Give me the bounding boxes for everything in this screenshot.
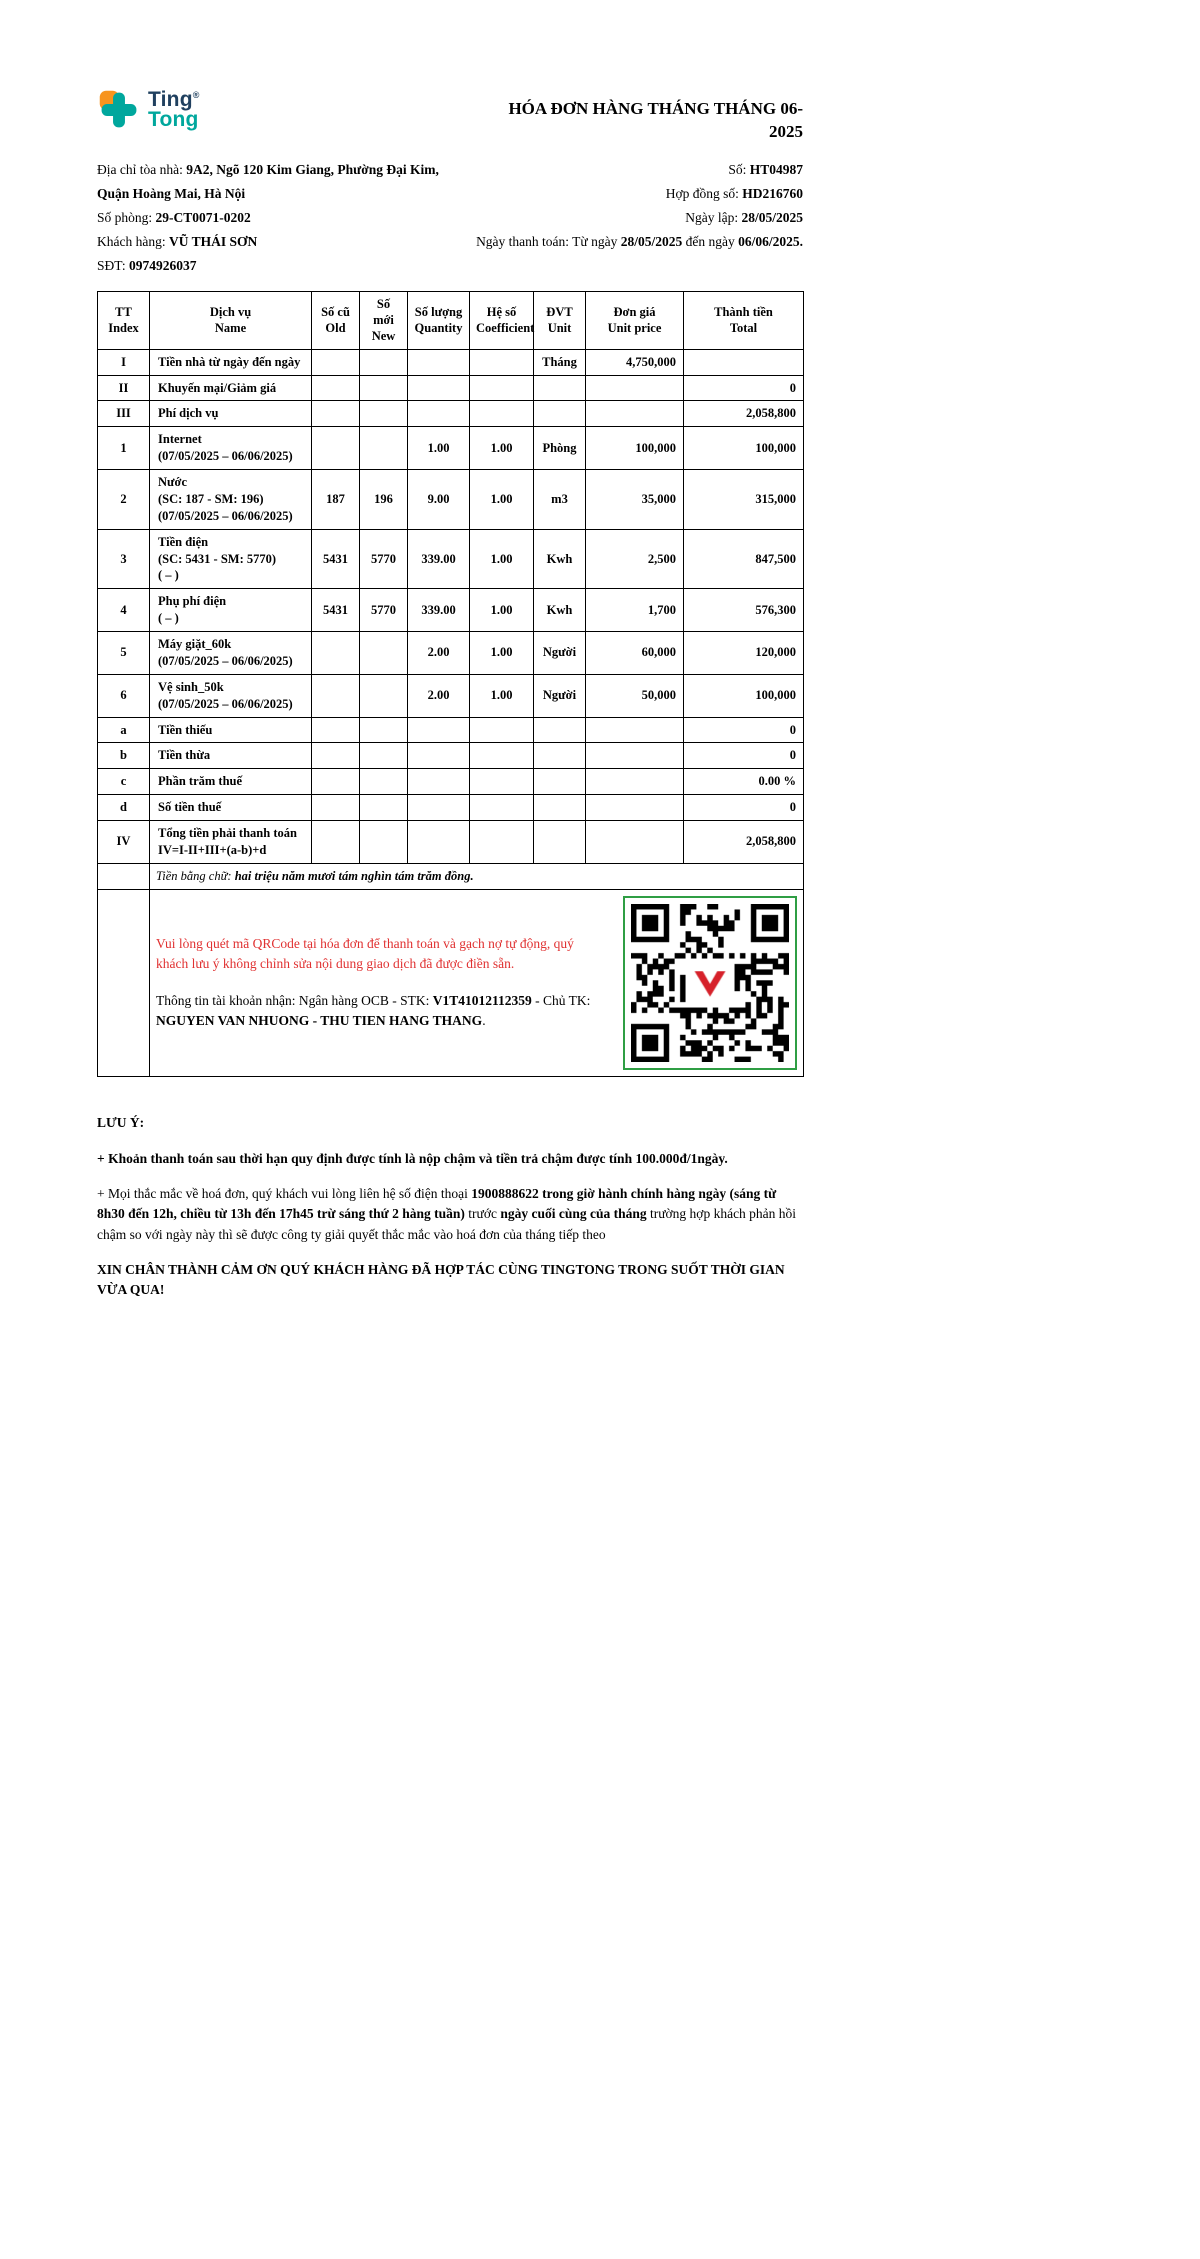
column-header: Hệ số Coefficient — [470, 291, 534, 349]
amount-in-words-row — [98, 863, 804, 889]
footer-thank-you-note: XIN CHÂN THÀNH CẢM ƠN QUÝ KHÁCH HÀNG ĐÃ HỢP TÁC CÙNG TINGTONG TRONG SUỐT THỜI GIAN VỪA QUA! — [97, 1261, 785, 1298]
cell-price — [586, 401, 684, 427]
tingtong-logo-text — [148, 90, 200, 130]
cell-coef: 1.00 — [470, 427, 534, 470]
qr-payment-note: Vui lòng quét mã QRCode tại hóa đơn để thanh toán và gạch nợ tự động, quý khách lưu ý không chỉnh sửa nội dung giao dịch đã được điền sẵn. — [156, 936, 574, 972]
cell-old — [312, 743, 360, 769]
cell-price: 1,700 — [586, 589, 684, 632]
cell-total: 0 — [684, 795, 804, 821]
cell-new — [360, 674, 408, 717]
invoice-topbar — [97, 88, 803, 144]
invoice-table-head-row — [98, 291, 804, 349]
issue-date-line: Ngày lập: 28/05/2025 — [685, 209, 803, 225]
cell-old — [312, 401, 360, 427]
invoice-row — [98, 349, 804, 375]
cell-qty: 339.00 — [408, 529, 470, 589]
cell-new: 196 — [360, 470, 408, 530]
cell-tt: 4 — [98, 589, 150, 632]
cell-old: 187 — [312, 470, 360, 530]
cell-old — [312, 769, 360, 795]
cell-tt: 3 — [98, 529, 150, 589]
cell-new — [360, 717, 408, 743]
column-header: Số cũ Old — [312, 291, 360, 349]
cell-new — [360, 795, 408, 821]
column-header: Thành tiền Total — [684, 291, 804, 349]
tingtong-logo — [97, 88, 200, 132]
cell-qty — [408, 349, 470, 375]
cell-tt: I — [98, 349, 150, 375]
column-header: Số lượng Quantity — [408, 291, 470, 349]
column-header: Số mới New — [360, 291, 408, 349]
cell-coef — [470, 821, 534, 864]
cell-name: Tiền nhà từ ngày đến ngày — [150, 349, 312, 375]
cell-unit: Kwh — [534, 589, 586, 632]
invoice-footer — [97, 1113, 803, 1301]
cell-old — [312, 349, 360, 375]
cell-unit: Người — [534, 632, 586, 675]
qr-section-cell — [150, 889, 804, 1076]
cell-tt: III — [98, 401, 150, 427]
amount-in-words-value: hai triệu năm mươi tám nghìn tám trăm đồng. — [234, 868, 474, 883]
cell-price — [586, 743, 684, 769]
invoice-content — [97, 88, 803, 1315]
cell-new — [360, 821, 408, 864]
cell-tt: 1 — [98, 427, 150, 470]
invoice-row — [98, 821, 804, 864]
cell-qty — [408, 795, 470, 821]
cell-price — [586, 717, 684, 743]
cell-name: Phần trăm thuế — [150, 769, 312, 795]
cell-qty: 2.00 — [408, 674, 470, 717]
cell-old — [312, 632, 360, 675]
cell-new — [360, 349, 408, 375]
column-header: ĐVT Unit — [534, 291, 586, 349]
column-header: TT Index — [98, 291, 150, 349]
cell-coef: 1.00 — [470, 589, 534, 632]
cell-total: 315,000 — [684, 470, 804, 530]
cell-total: 0 — [684, 743, 804, 769]
cell-coef — [470, 375, 534, 401]
cell-tt: d — [98, 795, 150, 821]
cell-qty — [408, 375, 470, 401]
cell-price: 60,000 — [586, 632, 684, 675]
cell-coef: 1.00 — [470, 470, 534, 530]
cell-new: 5770 — [360, 589, 408, 632]
invoice-row — [98, 674, 804, 717]
cell-total: 100,000 — [684, 427, 804, 470]
cell-tt: IV — [98, 821, 150, 864]
cell-qty — [408, 769, 470, 795]
cell-empty — [98, 889, 150, 1076]
cell-price — [586, 795, 684, 821]
cell-total: 2,058,800 — [684, 821, 804, 864]
cell-coef — [470, 349, 534, 375]
cell-tt: a — [98, 717, 150, 743]
cell-unit — [534, 743, 586, 769]
cell-unit — [534, 717, 586, 743]
cell-unit — [534, 795, 586, 821]
invoice-table-special-rows — [98, 863, 804, 1076]
invoice-table — [97, 291, 804, 1077]
cell-price: 4,750,000 — [586, 349, 684, 375]
cell-old: 5431 — [312, 589, 360, 632]
qr-section-texts — [156, 934, 605, 1031]
cell-unit: Kwh — [534, 529, 586, 589]
footer-hotline-note: + Mọi thắc mắc về hoá đơn, quý khách vui lòng liên hệ số điện thoại 1900888622 trong giờ hành chính hàng ngày (sáng từ 8h30 đến 12h, chiều từ 13h đến 17h45 trừ sáng thứ 2 hàng tuần) trước ngày cuối cùng của tháng trường hợp khách phản hồi chậm so với ngày này thì sẽ được công ty giải quyết thắc mắc vào hoá đơn của tháng tiếp theo — [97, 1186, 797, 1242]
cell-empty — [98, 863, 150, 889]
cell-coef — [470, 769, 534, 795]
cell-old — [312, 427, 360, 470]
invoice-row — [98, 743, 804, 769]
cell-price — [586, 375, 684, 401]
cell-tt: 6 — [98, 674, 150, 717]
qr-code-frame — [623, 896, 797, 1070]
cell-price: 35,000 — [586, 470, 684, 530]
cell-unit: Tháng — [534, 349, 586, 375]
cell-old — [312, 795, 360, 821]
cell-qty — [408, 821, 470, 864]
cell-total: 100,000 — [684, 674, 804, 717]
cell-new: 5770 — [360, 529, 408, 589]
cell-new — [360, 375, 408, 401]
cell-name: Tiền thừa — [150, 743, 312, 769]
cell-qty — [408, 717, 470, 743]
contract-number-line: Hợp đồng số: HD216760 — [665, 185, 803, 201]
logo-word-ting: Ting — [148, 88, 193, 112]
cell-total: 120,000 — [684, 632, 804, 675]
cell-name: Khuyến mại/Giảm giá — [150, 375, 312, 401]
cell-tt: II — [98, 375, 150, 401]
cell-name: Phụ phí điện ( – ) — [150, 589, 312, 632]
cell-unit — [534, 401, 586, 427]
invoice-row — [98, 717, 804, 743]
invoice-row — [98, 529, 804, 589]
cell-total — [684, 349, 804, 375]
cell-total: 2,058,800 — [684, 401, 804, 427]
cell-price — [586, 769, 684, 795]
cell-new — [360, 632, 408, 675]
cell-new — [360, 427, 408, 470]
cell-new — [360, 743, 408, 769]
customer-name-line: Khách hàng: VŨ THÁI SƠN — [97, 233, 258, 249]
invoice-number-line: Số: HT04987 — [728, 161, 803, 177]
building-address-line: Địa chỉ tòa nhà: 9A2, Ngõ 120 Kim Giang, Phường Đại Kim, Quận Hoàng Mai, Hà Nội — [97, 161, 439, 201]
footer-late-payment-note: + Khoản thanh toán sau thời hạn quy định được tính là nộp chậm và tiền trả chậm được tính 100.000đ/1ngày. — [97, 1150, 728, 1166]
cell-tt: c — [98, 769, 150, 795]
payment-period-line: Ngày thanh toán: Từ ngày 28/05/2025 đến ngày 06/06/2025. — [476, 233, 803, 249]
cell-tt: b — [98, 743, 150, 769]
cell-name: Số tiền thuế — [150, 795, 312, 821]
amount-in-words-cell — [150, 863, 804, 889]
cell-price: 100,000 — [586, 427, 684, 470]
cell-coef: 1.00 — [470, 674, 534, 717]
cell-old — [312, 821, 360, 864]
cell-name: Phí dịch vụ — [150, 401, 312, 427]
cell-new — [360, 401, 408, 427]
cell-name: Internet (07/05/2025 – 06/06/2025) — [150, 427, 312, 470]
cell-coef — [470, 743, 534, 769]
invoice-row — [98, 795, 804, 821]
cell-name: Tiền thiếu — [150, 717, 312, 743]
invoice-info-left — [97, 158, 449, 278]
cell-old: 5431 — [312, 529, 360, 589]
cell-qty: 339.00 — [408, 589, 470, 632]
cell-old — [312, 674, 360, 717]
cell-old — [312, 375, 360, 401]
amount-in-words-label: Tiền bằng chữ: — [156, 868, 235, 883]
cell-unit — [534, 769, 586, 795]
cell-qty — [408, 401, 470, 427]
cell-unit: Phòng — [534, 427, 586, 470]
cell-price: 50,000 — [586, 674, 684, 717]
tingtong-logo-icon — [97, 88, 141, 132]
invoice-row — [98, 427, 804, 470]
invoice-table-body — [98, 349, 804, 863]
cell-price — [586, 821, 684, 864]
cell-name: Tiền điện (SC: 5431 - SM: 5770) ( – ) — [150, 529, 312, 589]
cell-tt: 2 — [98, 470, 150, 530]
cell-coef — [470, 795, 534, 821]
qr-row — [98, 889, 804, 1076]
bank-account-info: Thông tin tài khoản nhận: Ngân hàng OCB - STK: V1T41012112359 - Chủ TK: NGUYEN VAN NHUONG - THU TIEN HANG THANG. — [156, 992, 591, 1028]
cell-unit: Người — [534, 674, 586, 717]
cell-coef — [470, 717, 534, 743]
cell-name: Vệ sinh_50k (07/05/2025 – 06/06/2025) — [150, 674, 312, 717]
cell-tt: 5 — [98, 632, 150, 675]
cell-price: 2,500 — [586, 529, 684, 589]
qr-section — [156, 894, 797, 1072]
customer-phone-line: SĐT: 0974926037 — [97, 257, 197, 273]
cell-total: 576,300 — [684, 589, 804, 632]
cell-name: Máy giặt_60k (07/05/2025 – 06/06/2025) — [150, 632, 312, 675]
cell-name: Tổng tiền phải thanh toán IV=I-II+III+(a-b)+d — [150, 821, 312, 864]
cell-total: 847,500 — [684, 529, 804, 589]
invoice-row — [98, 589, 804, 632]
footer-note-heading: LƯU Ý: — [97, 1114, 145, 1130]
cell-qty: 2.00 — [408, 632, 470, 675]
cell-total: 0.00 % — [684, 769, 804, 795]
cell-total: 0 — [684, 717, 804, 743]
cell-coef: 1.00 — [470, 632, 534, 675]
cell-coef: 1.00 — [470, 529, 534, 589]
invoice-info-right — [449, 158, 803, 278]
invoice-row — [98, 769, 804, 795]
invoice-row — [98, 470, 804, 530]
cell-qty: 9.00 — [408, 470, 470, 530]
room-number-line: Số phòng: 29-CT0071-0202 — [97, 209, 251, 225]
cell-unit — [534, 375, 586, 401]
column-header: Đơn giá Unit price — [586, 291, 684, 349]
cell-unit — [534, 821, 586, 864]
invoice-row — [98, 401, 804, 427]
invoice-row — [98, 375, 804, 401]
cell-qty — [408, 743, 470, 769]
cell-qty: 1.00 — [408, 427, 470, 470]
invoice-title: HÓA ĐƠN HÀNG THÁNG THÁNG 06-2025 — [508, 99, 803, 141]
qr-code — [631, 904, 789, 1062]
cell-name: Nước (SC: 187 - SM: 196) (07/05/2025 – 06/06/2025) — [150, 470, 312, 530]
cell-unit: m3 — [534, 470, 586, 530]
cell-coef — [470, 401, 534, 427]
column-header: Dịch vụ Name — [150, 291, 312, 349]
cell-total: 0 — [684, 375, 804, 401]
cell-old — [312, 717, 360, 743]
logo-registered-mark: ® — [192, 90, 200, 101]
invoice-info — [97, 158, 803, 278]
cell-new — [360, 769, 408, 795]
logo-word-tong: Tong — [148, 108, 199, 131]
invoice-row — [98, 632, 804, 675]
